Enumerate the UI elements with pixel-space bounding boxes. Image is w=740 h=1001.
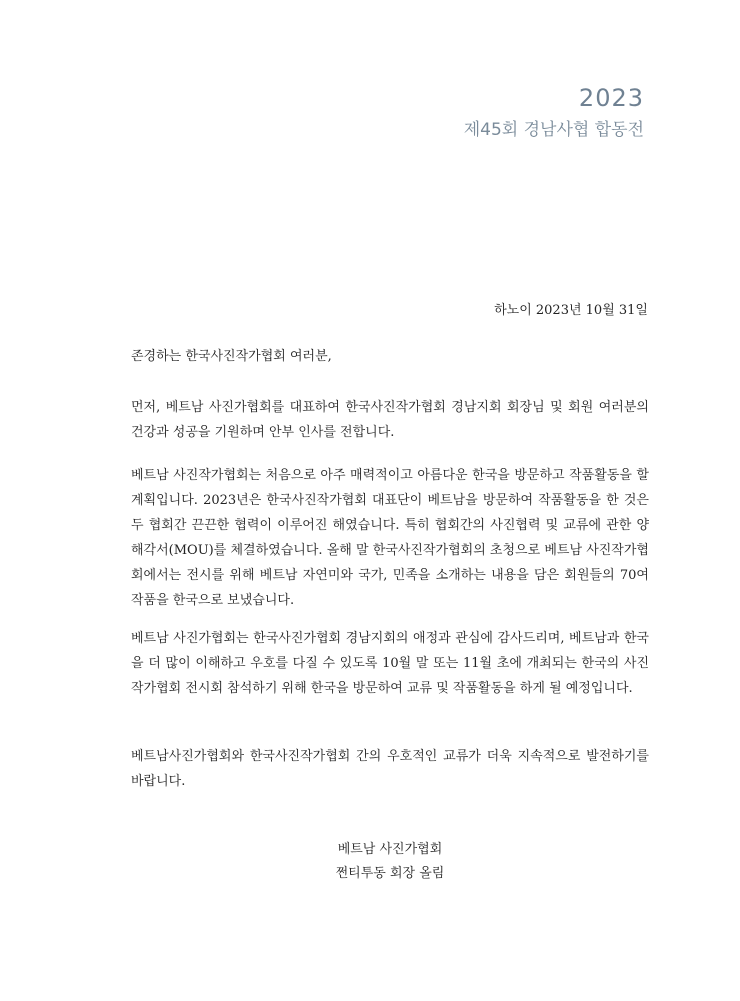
signature-signer: 쩐티투동 회장 올림 xyxy=(335,866,445,881)
header-event-title: 제45회 경남사협 합동전 xyxy=(463,120,644,140)
signature-organization: 베트남 사진가협회 xyxy=(337,842,443,857)
letter-greeting: 존경하는 한국사진작가협회 여러분, xyxy=(131,349,332,364)
header-year: 2023 xyxy=(578,84,644,112)
letter-paragraph: 먼저, 베트남 사진가협회를 대표하여 한국사진작가협회 경남지회 회장님 및 회원 여러분의 건강과 성공을 기원하며 안부 인사를 전합니다. xyxy=(131,400,649,440)
letter-paragraph: 베트남사진가협회와 한국사진작가협회 간의 우호적인 교류가 더욱 지속적으로 발전하기를 바랍니다. xyxy=(131,749,649,789)
letter-signature xyxy=(0,838,740,886)
letter-date: 하노이 2023년 10월 31일 xyxy=(494,303,648,318)
letter-paragraph: 베트남 사진가협회는 한국사진가협회 경남지회의 애정과 관심에 감사드리며, 베트남과 한국을 더 많이 이해하고 우호를 다질 수 있도록 10월 말 또는 11월 초에 개최되는 한국의 사진작가협회 전시회 참석하기 위해 한국을 방문하여 교류 및 작품활동을 하게 될 예정입니다. xyxy=(131,631,649,696)
letter-paragraph: 베트남 사진작가협회는 처음으로 아주 매력적이고 아름다운 한국을 방문하고 작품활동을 할 계획입니다. 2023년은 한국사진작가협회 대표단이 베트남을 방문하여 작품활동을 한 것은 두 협회간 끈끈한 협력이 이루어진 해였습니다. 특히 협회간의 사진협력 및 교류에 관한 양해각서(MOU)를 체결하였습니다. 올해 말 한국사진작가협회의 초청으로 베트남 사진작가협회에서는 전시를 위해 베트남 자연미와 국가, 민족을 소개하는 내용을 담은 회원들의 70여 작품을 한국으로 보냈습니다. xyxy=(131,468,649,608)
